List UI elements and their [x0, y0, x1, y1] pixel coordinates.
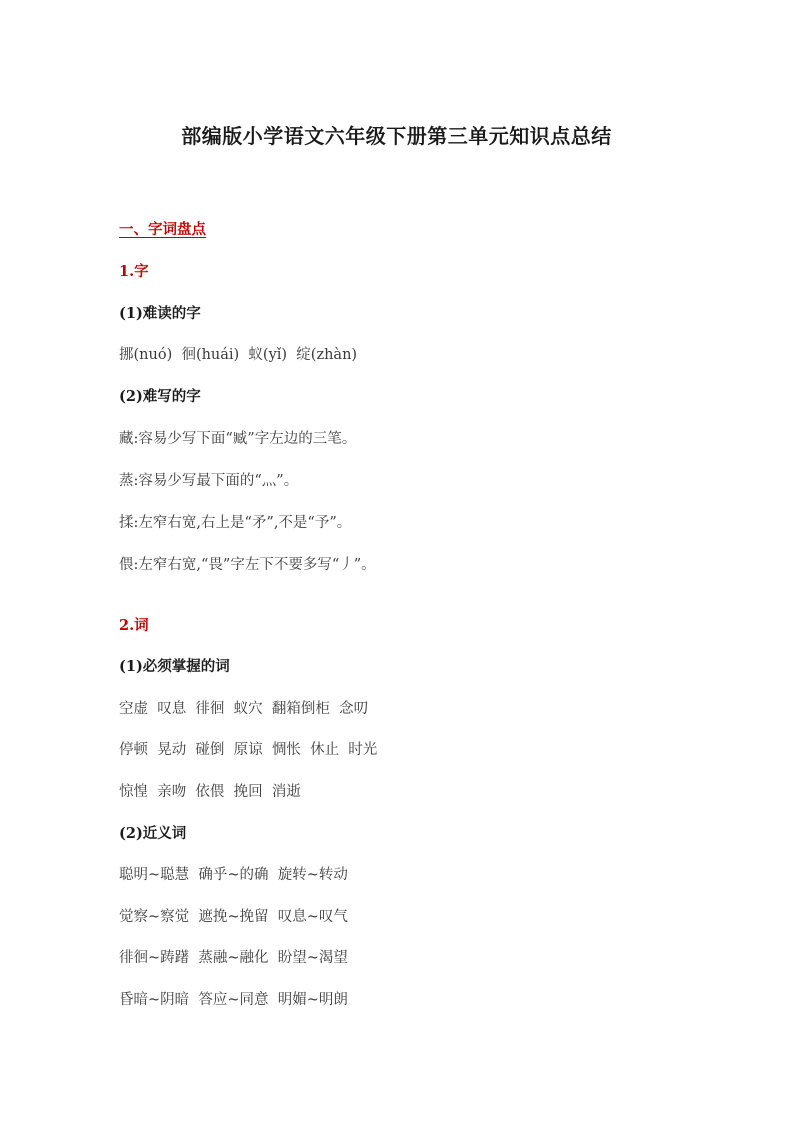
- synonyms-line: 觉察~察觉 遮挽~挽留 叹息~叹气: [119, 909, 348, 925]
- hard-to-write-line: 蒸:容易少写最下面的“灬”。: [119, 473, 299, 489]
- synonyms-line: 聪明~聪慧 确乎~的确 旋转~转动: [119, 867, 348, 883]
- must-master-line: 惊惶 亲吻 依偎 挽回 消逝: [119, 784, 301, 800]
- hard-to-write-line: 藏:容易少写下面“臧”字左边的三笔。: [119, 431, 357, 447]
- section-heading-word-review: 一、字词盘点: [119, 221, 206, 238]
- must-master-line: 停顿 晃动 碰倒 原谅 惆怅 休止 时光: [119, 742, 378, 758]
- heading-synonyms: (2)近义词: [119, 825, 187, 842]
- heading-must-master: (1)必须掌握的词: [119, 658, 230, 675]
- synonyms-line: 昏暗~阴暗 答应~同意 明媚~明朗: [119, 992, 348, 1008]
- heading-hard-to-read: (1)难读的字: [119, 305, 201, 322]
- synonyms-line: 徘徊~踌躇 蒸融~融化 盼望~渴望: [119, 950, 348, 966]
- subheading-words: 2.词: [119, 617, 149, 634]
- document-title: 部编版小学语文六年级下册第三单元知识点总结: [181, 124, 612, 148]
- hard-to-write-line: 偎:左窄右宽,“畏”字左下不要多写“丿”。: [119, 557, 376, 573]
- must-master-line: 空虚 叹息 徘徊 蚁穴 翻箱倒柜 念叨: [119, 701, 369, 717]
- subheading-characters: 1.字: [119, 263, 149, 280]
- hard-to-read-line: 挪(nuó) 徊(huái) 蚁(yǐ) 绽(zhàn): [119, 347, 358, 363]
- hard-to-write-line: 揉:左窄右宽,右上是“矛”,不是“予”。: [119, 515, 352, 531]
- heading-hard-to-write: (2)难写的字: [119, 388, 201, 405]
